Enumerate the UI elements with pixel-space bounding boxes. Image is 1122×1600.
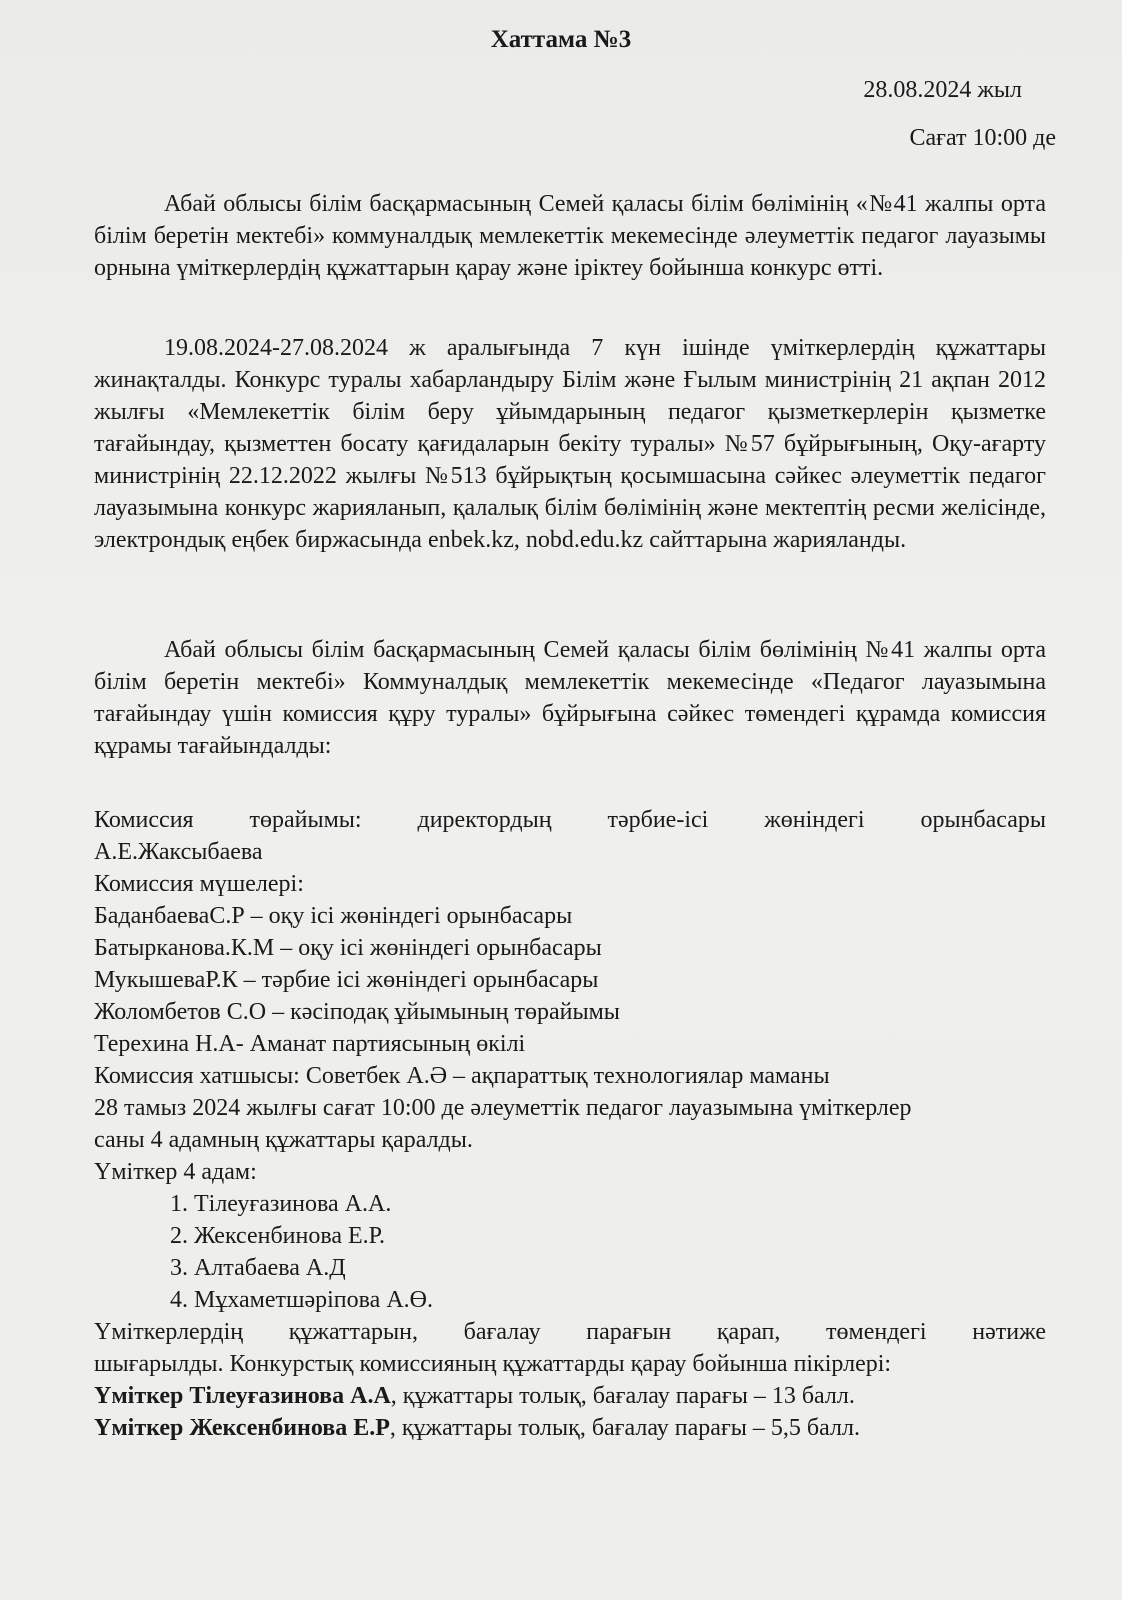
paragraph-announcement: 19.08.2024-27.08.2024 ж аралығында 7 күн ішінде үміткерлердің құжаттары жинақталды. Конкурс туралы хабарландыру Білім және Ғылым министрінің 21 ақпан 2012 жылғы «Мемлекеттік білім беру ұйымдарының педагог қызметкерлерін қызметке тағайындау, қызметтен босату қағидаларын бекіту туралы» №57 бұйрығының, Оқу-ағарту министрінің 22.12.2022 жылғы №513 бұйрықтың қосымшасына сәйкес әлеуметтік педагог лауазымына конкурс жарияланып, қалалық білім бөлімінің және мектептің ресми желісінде, электрондық еңбек биржасында enbek.kz, nobd.edu.kz сайттарына жарияланды. bbox=[94, 335, 1046, 553]
paragraph-commission-order: Абай облысы білім басқармасының Семей қаласы білім бөлімінің №41 жалпы орта білім беретін мектебі» Коммуналдық мемлекеттік мекемесінде «Педагог лауазымына тағайындау үшін комиссия құру туралы» бұйрығына сәйкес төмендегі құрамда комиссия құрамы тағайындалды: bbox=[94, 637, 1046, 759]
commission-member: Батырканова.К.М – оқу ісі жөніндегі орынбасары bbox=[94, 935, 602, 961]
review-line: саны 4 адамның құжаттары қаралды. bbox=[94, 1127, 473, 1153]
candidate-item: 2. Жексенбинова Е.Р. bbox=[170, 1223, 386, 1249]
commission-chair-line: Комиссия төрайымы: директордың тәрбие-ісі жөніндегі орынбасары bbox=[94, 807, 1046, 833]
paragraph-competition: Абай облысы білім басқармасының Семей қаласы білім бөлімінің «№41 жалпы орта білім беретін мектебі» коммуналдық мемлекеттік мекемесінде әлеуметтік педагог лауазымы орнына үміткерлердің құжаттарын қарау және іріктеу бойынша конкурс өтті. bbox=[94, 191, 1046, 281]
candidates-heading: Үміткер 4 адам: bbox=[94, 1159, 257, 1185]
commission-member: БаданбаеваС.Р – оқу ісі жөніндегі орынбасары bbox=[94, 903, 573, 929]
verdict-candidate-name: Үміткер Жексенбинова Е.Р bbox=[94, 1415, 390, 1441]
result-line: Үміткерлердің құжаттарын, бағалау парағын қарап, төмендегі нәтиже bbox=[94, 1319, 1046, 1345]
candidates-list bbox=[94, 1188, 1046, 1316]
verdict-candidate-name: Үміткер Тілеуғазинова А.А bbox=[94, 1383, 391, 1409]
commission-member: МукышеваР.К – тәрбие ісі жөніндегі орынбасары bbox=[94, 967, 599, 993]
commission-secretary: Комиссия хатшысы: Советбек А.Ә – ақпараттық технологиялар маманы bbox=[94, 1063, 830, 1089]
review-line: 28 тамыз 2024 жылғы сағат 10:00 де әлеуметтік педагог лауазымына үміткерлер bbox=[94, 1095, 912, 1121]
verdict-text: , құжаттары толық, бағалау парағы – 13 балл. bbox=[390, 1383, 855, 1409]
commission-member: Терехина Н.А- Аманат партиясының өкілі bbox=[94, 1031, 526, 1057]
commission-members-heading: Комиссия мүшелері: bbox=[94, 871, 304, 897]
verdict-line bbox=[94, 1380, 1046, 1412]
candidate-item: 3. Алтабаева А.Д bbox=[170, 1255, 346, 1281]
verdict-line bbox=[94, 1412, 1046, 1444]
verdict-text: , құжаттары толық, бағалау парағы – 5,5 балл. bbox=[389, 1415, 860, 1441]
document-title: Хаттама №3 bbox=[490, 26, 632, 53]
result-line: шығарылды. Конкурстық комиссияның құжаттарды қарау бойынша пікірлері: bbox=[94, 1351, 892, 1377]
commission-member: Жоломбетов С.О – кәсіподақ ұйымының төрайымы bbox=[94, 999, 620, 1025]
candidate-item: 4. Мұхаметшәріпова А.Ө. bbox=[170, 1287, 433, 1313]
candidate-item: 1. Тілеуғазинова А.А. bbox=[170, 1191, 392, 1217]
commission-section bbox=[94, 804, 1046, 1444]
document-time: Сағат 10:00 де bbox=[909, 125, 1056, 151]
commission-chair-name: А.Е.Жаксыбаева bbox=[94, 839, 263, 865]
document-date: 28.08.2024 жыл bbox=[863, 77, 1022, 103]
